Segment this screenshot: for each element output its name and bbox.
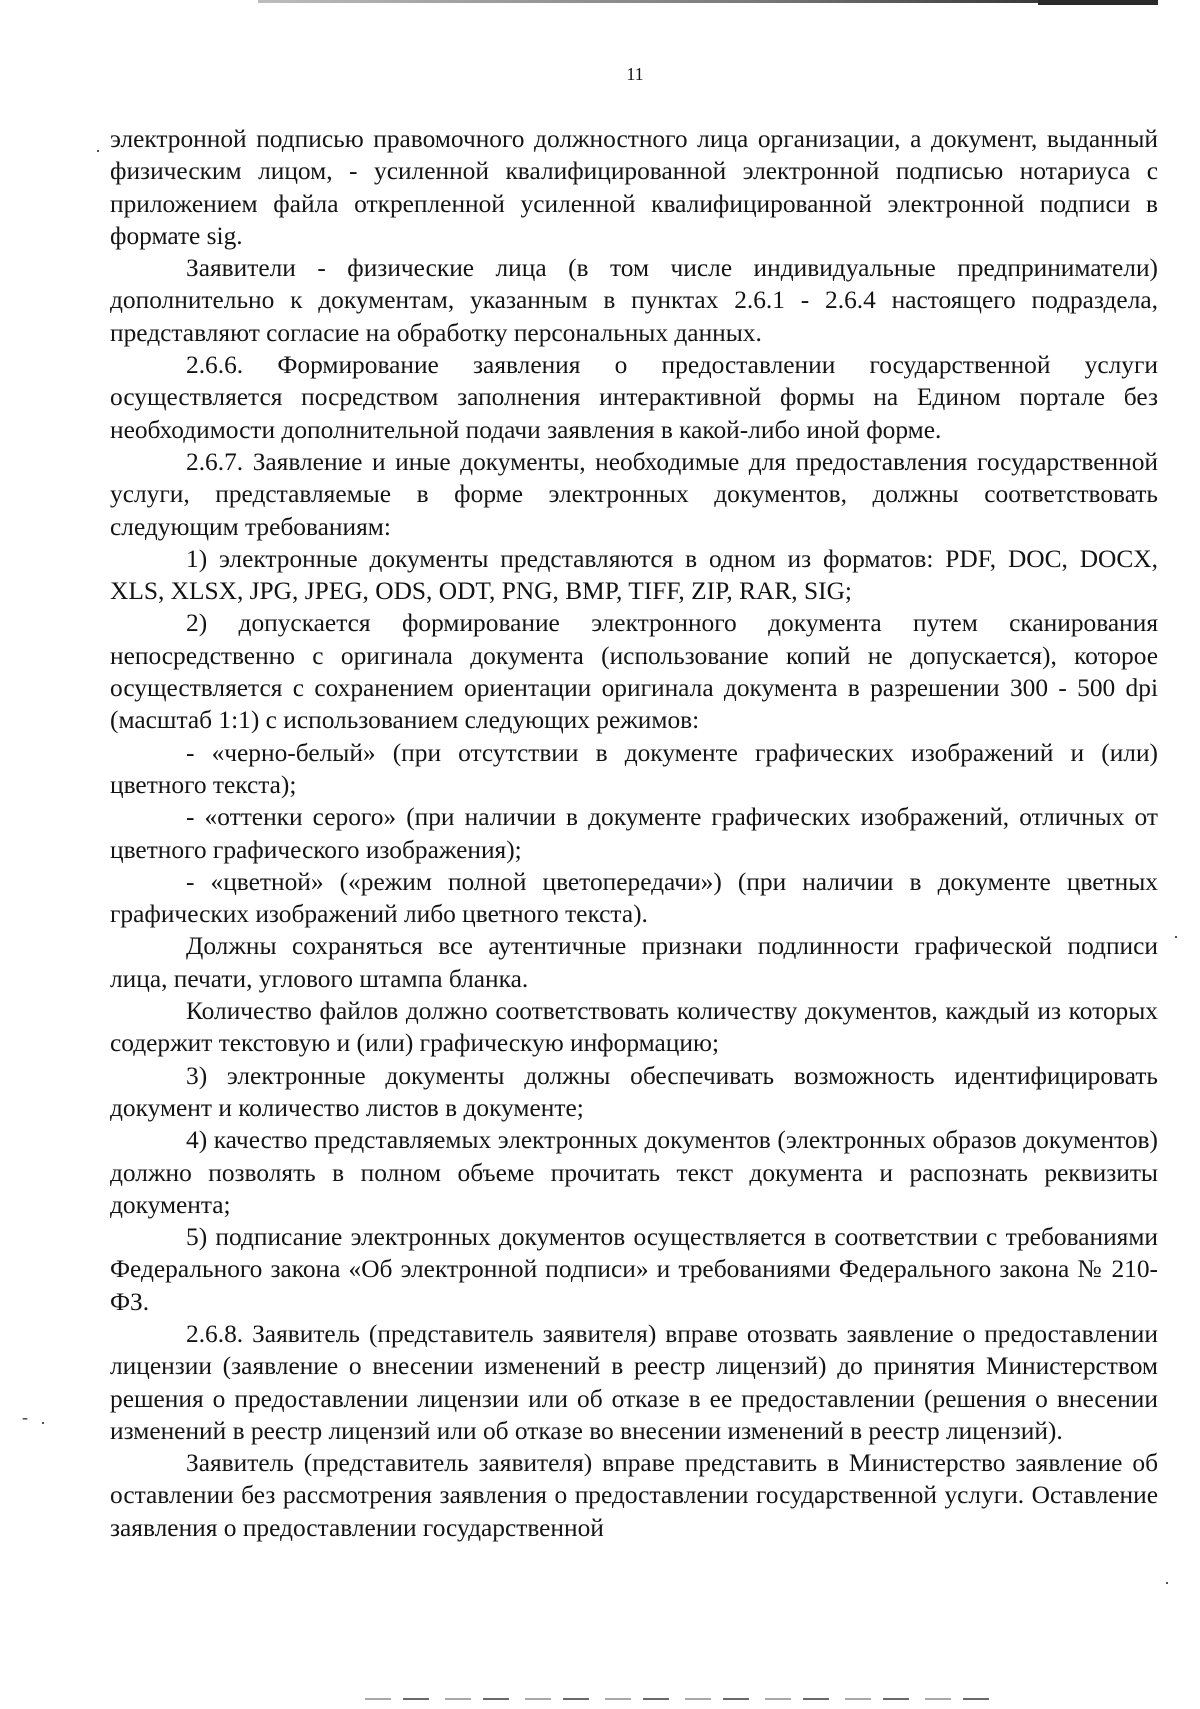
scan-speck: -: [22, 1407, 28, 1427]
paragraph: Должны сохраняться все аутентичные признаки подлинности графической подписи лица, печати, углового штампа бланка.: [110, 932, 1158, 993]
paragraph: 2.6.8. Заявитель (представитель заявителя) вправе отозвать заявление о предоставлении лицензии (заявление о внесении изменений в реестр лицензий) до принятия Министерством решения о предоставлении лицензии или об отказе в ее предоставлении (решения о внесении изменений в реестр лицензий или об отказе во внесении изменений в реестр лицензий).: [110, 1319, 1158, 1445]
list-item: 1) электронные документы представляются в одном из форматов: PDF, DOC, DOCX, XLS, XLSX, JPG, JPEG, ODS, ODT, PNG, BMP, TIFF, ZIP, RAR, SIG;: [110, 544, 1158, 606]
scan-bottom-noise: [365, 1698, 995, 1700]
paragraph: Количество файлов должно соответствовать количеству документов, каждый из которых содержит текстовую и (или) графическую информацию;: [110, 997, 1158, 1058]
paragraph: 2.6.6. Формирование заявления о предоставлении государственной услуги осуществляется посредством заполнения интерактивной формы на Едином портале без необходимости дополнительной подачи заявления в какой-либо иной форме.: [110, 351, 1158, 444]
list-item: 4) качество представляемых электронных документов (электронных образов документов) должно позволять в полном объеме прочитать текст документа и распознать реквизиты документа;: [110, 1126, 1158, 1219]
paragraph-continued: Заявитель (представитель заявителя) вправе представить в Министерство заявление об оставлении без рассмотрения заявления о предоставлении государственной услуги. Оставление заявления о предоставлении государственной: [110, 1449, 1158, 1542]
scan-speck: ·: [1173, 927, 1179, 947]
list-item: 5) подписание электронных документов осуществляется в соответствии с требованиями Федерального закона «Об электронной подписи» и требованиями Федерального закона № 210-ФЗ.: [110, 1223, 1158, 1316]
scan-speck: ·: [1164, 1573, 1170, 1593]
scan-top-rule: [258, 0, 1158, 3]
scan-speck: ·: [40, 1413, 46, 1433]
list-item: 2) допускается формирование электронного документа путем сканирования непосредственно с оригинала документа (использование копий не допускается), которое осуществляется с сохранением ориентации оригинала документа в разрешении 300 - 500 dpi (масштаб 1:1) с использованием следующих режимов:: [110, 609, 1158, 735]
list-item: - «цветной» («режим полной цветопередачи») (при наличии в документе цветных графических изображений либо цветного текста).: [110, 867, 1158, 929]
list-item: - «оттенки серого» (при наличии в документе графических изображений, отличных от цветного графического изображения);: [110, 803, 1158, 864]
list-item: 3) электронные документы должны обеспечивать возможность идентифицировать документ и количество листов в документе;: [110, 1061, 1158, 1122]
page-number: 11: [626, 64, 644, 84]
document-body: [110, 123, 1158, 1544]
paragraph: Заявители - физические лица (в том числе индивидуальные предприниматели) дополнительно к документам, указанным в пунктах 2.6.1 - 2.6.4 настоящего подраздела, представляют согласие на обработку персональных данных.: [110, 254, 1158, 347]
list-item: - «черно-белый» (при отсутствии в документе графических изображений и (или) цветного текста);: [110, 738, 1158, 799]
paragraph: 2.6.7. Заявление и иные документы, необходимые для предоставления государственной услуги, представляемые в форме электронных документов, должны соответствовать следующим требованиям:: [110, 447, 1158, 541]
scan-speck: ·: [95, 141, 101, 161]
paragraph: электронной подписью правомочного должностного лица организации, а документ, выданный физическим лицом, - усиленной квалифицированной электронной подписью нотариуса с приложением файла открепленной усиленной квалифицированной электронной подписи в формате sig.: [110, 125, 1158, 250]
